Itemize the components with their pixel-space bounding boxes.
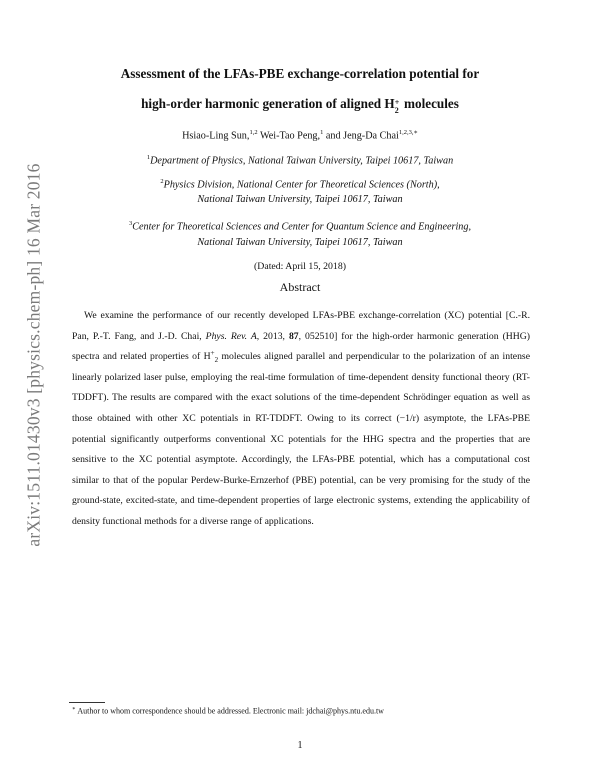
- author-name: and Jeng-Da Chai: [325, 130, 399, 142]
- affiliation-mark: 2: [160, 178, 164, 185]
- affiliation-3-line-1: [60, 217, 540, 234]
- author-affiliation-marks: 1: [320, 129, 324, 136]
- affiliation-3-line-2: National Taiwan University, Taipei 10617, Taiwan: [197, 237, 403, 248]
- author-name: Hsiao-Ling Sun,: [182, 130, 250, 142]
- affiliation-text: Center for Theoretical Sciences and Center for Quantum Science and Engineering,: [132, 221, 472, 233]
- abstract-text-part-2: , 2013,: [256, 330, 285, 342]
- arxiv-identifier-stamp: [24, 130, 44, 580]
- author-name: Wei-Tao Peng,: [259, 130, 321, 142]
- affiliation-mark: 3: [128, 220, 133, 227]
- abstract-journal-name: Phys. Rev. A: [205, 330, 257, 342]
- paper-title-line-1: Assessment of the LFAs-PBE exchange-correlation potential for: [120, 66, 480, 81]
- title-line-2-prefix: high-order harmonic generation of aligned H: [141, 96, 395, 111]
- abstract-molecule-charge: +: [210, 348, 215, 357]
- arxiv-identifier-text: arXiv:1511.01430v3 [physics.chem-ph] 16 Mar 2016: [23, 163, 44, 547]
- abstract-molecule-subscript: 2: [214, 356, 219, 365]
- title-molecule-subscript: 2: [394, 105, 399, 115]
- title-line-2-suffix: molecules: [403, 96, 459, 111]
- footnote-mark: ∗: [72, 706, 76, 712]
- affiliation-1: [60, 151, 540, 168]
- abstract-text-part-1: We examine the performance of our recently developed LFAs-PBE exchange-correlation (XC) potential [C.-R. Pan, P.-T. Fang, and J.-D. Chai,: [72, 310, 530, 342]
- abstract-body: [72, 306, 530, 533]
- author-affiliation-marks: 1,2,3,∗: [398, 129, 418, 136]
- affiliation-text: Physics Division, National Center for Theoretical Sciences (North),: [163, 179, 440, 191]
- dated-line: (Dated: April 15, 2018): [254, 261, 346, 272]
- author-affiliation-marks: 1,2: [249, 129, 258, 136]
- footnote: [72, 706, 384, 716]
- footnote-text: Author to whom correspondence should be addressed. Electronic mail: jdchai@phys.ntu.edu.tw: [77, 706, 384, 716]
- abstract-heading: Abstract: [279, 280, 321, 294]
- affiliation-2-line-1: [60, 175, 540, 192]
- paper-title-line-2: [60, 96, 540, 115]
- affiliation-2-line-2: National Taiwan University, Taipei 10617, Taiwan: [197, 194, 403, 205]
- abstract-text-part-4: molecules aligned parallel and perpendicular to the polarization of an intense linearly polarized laser pulse, employing the real-time formulation of time-dependent density functional theory (RT-TDDFT). The results are compared with the exact solutions of the time-dependent Schrödinger equation as well as those obtained with other XC potentials in RT-TDDFT. Owing to its correct (−1/r) asymptote, the LFAs-PBE potential significantly outperforms conventional XC potentials for the HHG spectra and the properties that are sensitive to the XC potential asymptote. Accordingly, the LFAs-PBE potential, which has a computational cost similar to that of the popular Perdew-Burke-Ernzerhof (PBE) potential, can be very promising for the study of the ground-state, excited-state, and time-dependent properties of large electronic systems, extending the applicability of density functional methods for a diverse range of applications.: [72, 351, 530, 527]
- affiliation-mark: 1: [146, 154, 151, 161]
- author-list: [60, 126, 540, 143]
- footnote-divider: [69, 702, 105, 703]
- affiliation-text: Department of Physics, National Taiwan University, Taipei 10617, Taiwan: [150, 155, 454, 167]
- abstract-text-part-3: , 052510] for the high-order harmonic generation (HHG) spectra and related properties of H: [72, 330, 531, 363]
- abstract-journal-volume: 87: [288, 330, 299, 342]
- page-number: 1: [297, 740, 303, 751]
- title-molecule-charge: +: [394, 97, 400, 107]
